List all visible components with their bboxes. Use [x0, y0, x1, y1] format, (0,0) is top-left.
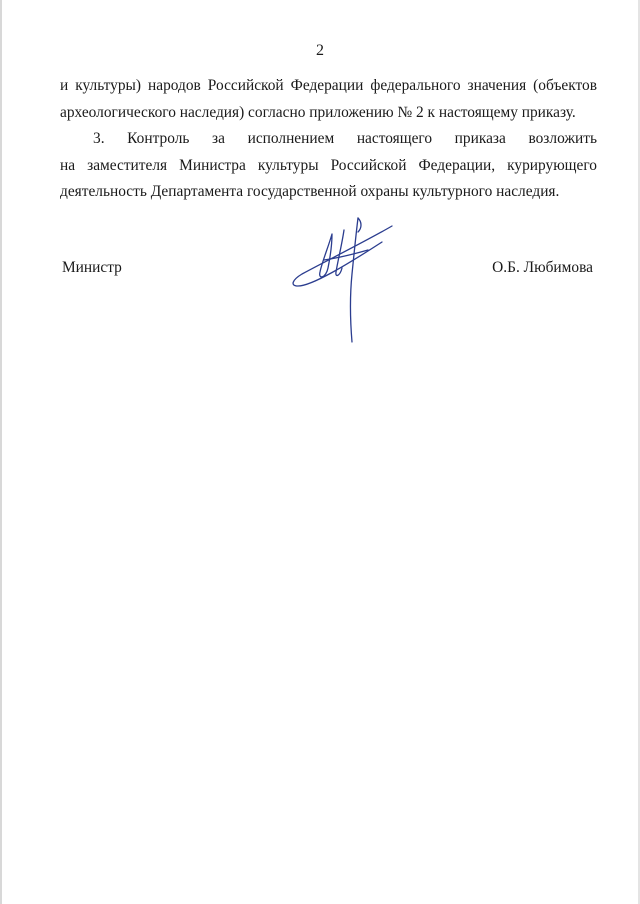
- scan-edge-left: [0, 0, 2, 904]
- paragraph-line: на заместителя Министра культуры Российской Федерации, курирующего: [60, 156, 597, 174]
- paragraph-line: 3. Контроль за исполнением настоящего приказа возложить: [93, 130, 597, 147]
- handwritten-signature: [288, 214, 398, 354]
- paragraph-line: и культуры) народов Российской Федерации федерального значения (объектов: [60, 77, 597, 94]
- paragraph-line: археологического наследия) согласно приложению № 2 к настоящему приказу.: [60, 103, 576, 121]
- paragraph-line: деятельность Департамента государственной охраны культурного наследия.: [60, 183, 560, 200]
- paragraph-objects-list: [60, 73, 597, 126]
- signature-block: [60, 256, 597, 366]
- signer-title: Министр: [62, 259, 122, 276]
- paragraph-control-clause: [60, 126, 597, 206]
- signer-name: О.Б. Любимова: [492, 259, 593, 276]
- page-number: 2: [316, 42, 324, 59]
